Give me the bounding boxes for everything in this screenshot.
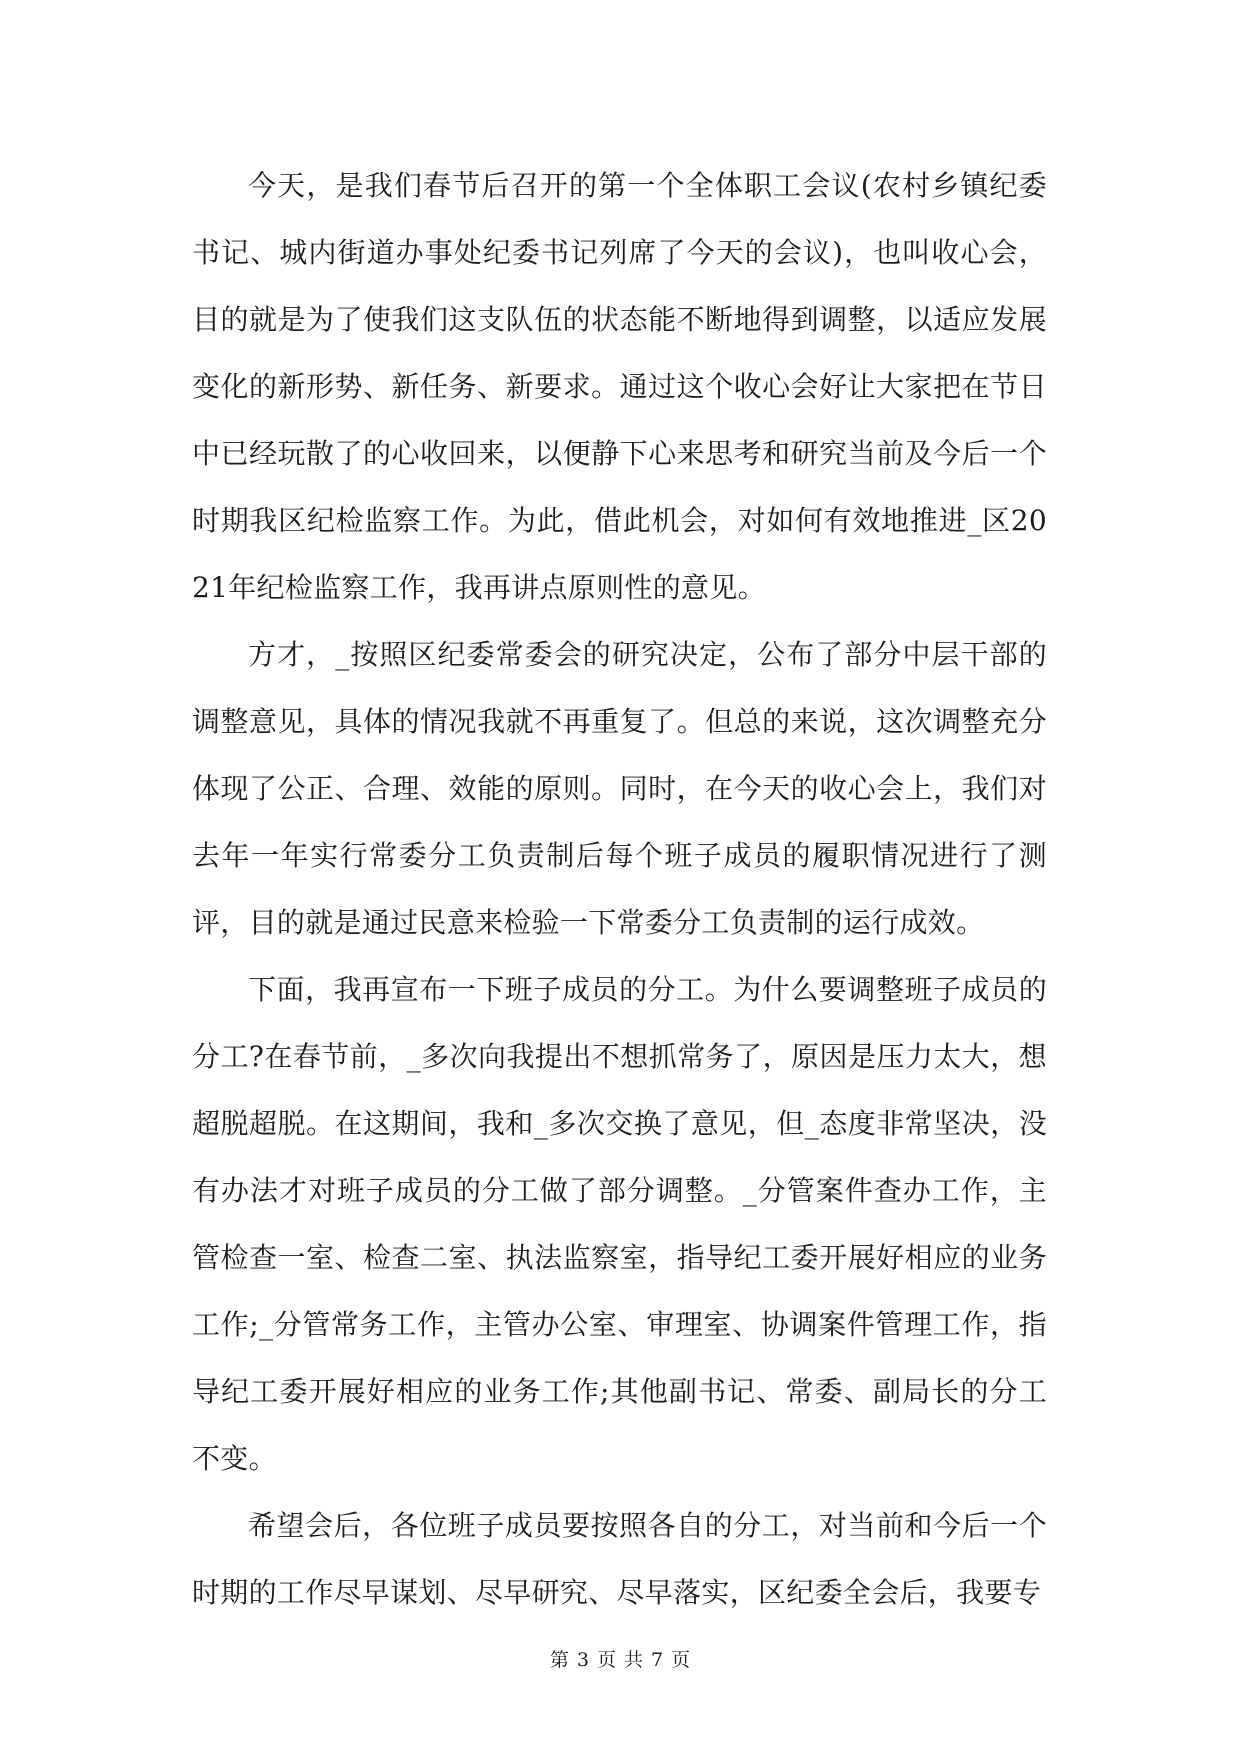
paragraph-3: 下面，我再宣布一下班子成员的分工。为什么要调整班子成员的分工?在春节前，_多次向我提出不想抓常务了，原因是压力太大，想超脱超脱。在这期间，我和_多次交换了意见，但_态度非常坚决，没有办法才对班子成员的分工做了部分调整。_分管案件查办工作，主管检查一室、检查二室、执法监察室，指导纪工委开展好相应的业务工作;_分管常务工作，主管办公室、审理室、协调案件管理工作，指导纪工委开展好相应的业务工作;其他副书记、常委、副局长的分工不变。 <box>192 973 1047 1475</box>
paragraph-2: 方才，_按照区纪委常委会的研究决定，公布了部分中层干部的调整意见，具体的情况我就不再重复了。但总的来说，这次调整充分体现了公正、合理、效能的原则。同时，在今天的收心会上，我们对去年一年实行常委分工负责制后每个班子成员的履职情况进行了测评，目的就是通过民意来检验一下常委分工负责制的运行成效。 <box>192 638 1047 939</box>
page-number-footer: 第 3 页 共 7 页 <box>549 1649 692 1671</box>
paragraph-1: 今天，是我们春节后召开的第一个全体职工会议(农村乡镇纪委书记、城内街道办事处纪委书记列席了今天的会议)，也叫收心会，目的就是为了使我们这支队伍的状态能不断地得到调整，以适应发展变化的新形势、新任务、新要求。通过这个收心会好让大家把在节日中已经玩散了的心收回来，以便静下心来思考和研究当前及今后一个时期我区纪检监察工作。为此，借此机会，对如何有效地推进_区2021年纪检监察工作，我再讲点原则性的意见。 <box>192 169 1047 604</box>
paragraph-4: 希望会后，各位班子成员要按照各自的分工，对当前和今后一个时期的工作尽早谋划、尽早研究、尽早落实，区纪委全会后，我要专 <box>192 1509 1047 1609</box>
document-body <box>192 152 1047 1626</box>
